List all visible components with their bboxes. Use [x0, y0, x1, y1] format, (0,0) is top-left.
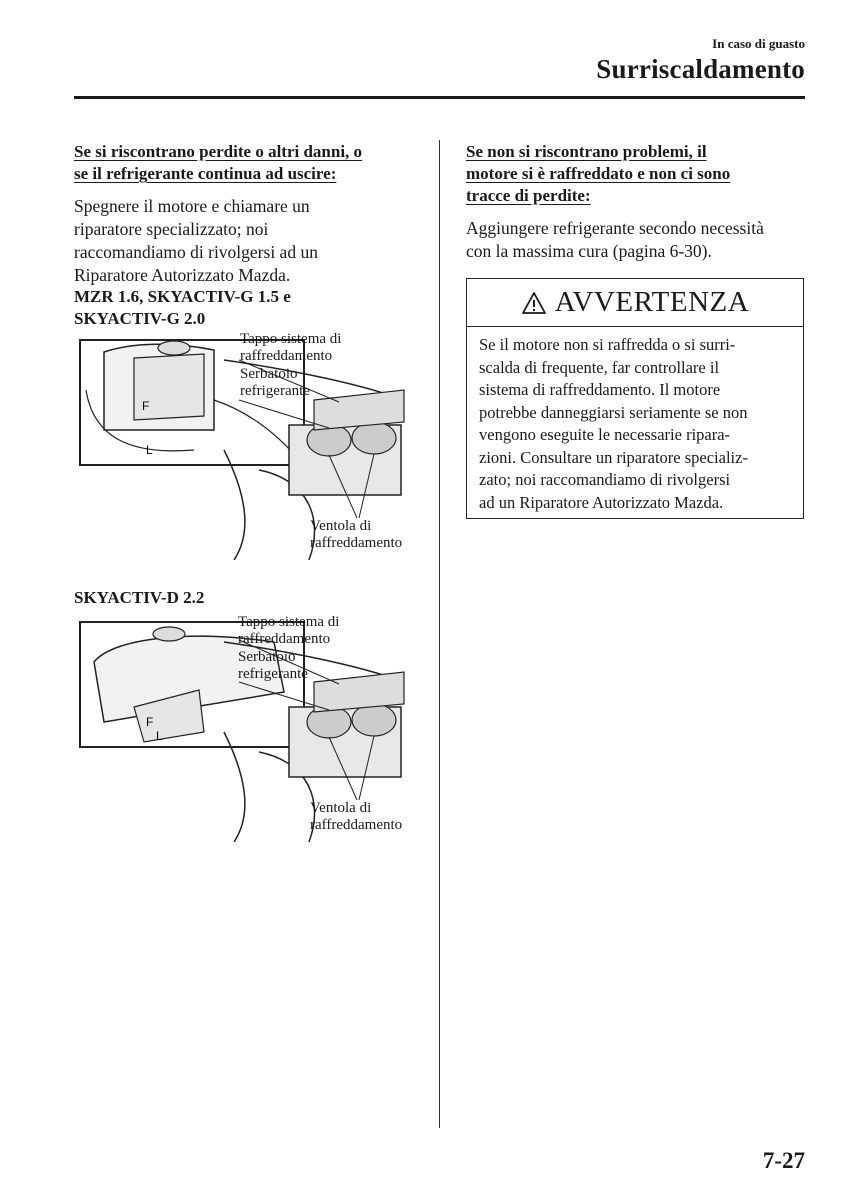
label-line: refrigerante: [240, 383, 310, 399]
warning-text: [479, 334, 795, 514]
label-line: Serbatoio: [240, 366, 298, 382]
label-line: raffreddamento: [240, 348, 333, 364]
right-heading-line: Se non si riscontrano problemi, il: [466, 142, 707, 161]
label-coolant-cap: [238, 614, 339, 648]
label-line: raffreddamento: [238, 631, 331, 647]
svg-text:L: L: [156, 729, 163, 743]
figure2-title: SKYACTIV-D 2.2: [74, 588, 205, 607]
label-line: refrigerante: [238, 666, 308, 682]
label-cooling-fan: [310, 518, 402, 552]
figure1-title-line: SKYACTIV-G 2.0: [74, 309, 206, 328]
warning-line: Se il motore non si raffredda o si surri-: [479, 335, 736, 354]
label-line: Ventola di: [310, 518, 372, 534]
label-line: Serbatoio: [238, 649, 296, 665]
left-heading-line: Se si riscontrano perdite o altri danni, o: [74, 142, 363, 161]
warning-header: [467, 279, 803, 327]
right-body-line: con la massima cura (pagina 6-30).: [466, 241, 712, 261]
label-line: Tappo sistema di: [240, 331, 342, 347]
left-body: [74, 195, 429, 287]
warning-line: zato; noi raccomandiamo di rivolgersi: [479, 470, 731, 489]
left-body-line: raccomandiamo di rivolgersi ad un: [74, 242, 318, 262]
left-heading-line: se il refrigerante continua ad uscire:: [74, 164, 337, 183]
label-line: raffreddamento: [310, 535, 403, 551]
page-number: 7-27: [762, 1148, 805, 1173]
label-coolant-cap: [240, 331, 341, 365]
left-body-line: riparatore specializzato; noi: [74, 219, 269, 239]
left-body-line: Riparatore Autorizzato Mazda.: [74, 265, 291, 285]
label-coolant-reservoir: [240, 366, 310, 400]
left-heading: [74, 141, 424, 185]
svg-text:F: F: [142, 399, 150, 413]
label-coolant-reservoir: [238, 649, 308, 683]
warning-line: sistema di raffreddamento. Il motore: [479, 380, 721, 399]
figure1-title: [74, 286, 429, 330]
figure1-title-line: MZR 1.6, SKYACTIV-G 1.5 e: [74, 287, 291, 306]
warning-line: vengono eseguite le necessarie ripara-: [479, 425, 731, 444]
warning-line: ad un Riparatore Autorizzato Mazda.: [479, 492, 724, 512]
right-heading: [466, 141, 806, 207]
warning-triangle-icon: [521, 291, 547, 315]
left-body-line: Spegnere il motore e chiamare un: [74, 196, 310, 216]
right-heading-line: tracce di perdite:: [466, 186, 591, 205]
column-divider: [439, 140, 440, 1128]
warning-line: zioni. Consultare un riparatore specializ-: [479, 447, 748, 467]
label-line: Ventola di: [310, 800, 372, 816]
svg-text:F: F: [146, 715, 154, 729]
page-title: Surriscaldamento: [596, 54, 805, 84]
title-rule: [74, 96, 805, 99]
warning-line: scalda di frequente, far controllare il: [479, 357, 720, 377]
warning-line: potrebbe danneggiarsi seriamente se non: [479, 402, 748, 422]
label-line: raffreddamento: [310, 817, 403, 833]
right-body: [466, 217, 811, 263]
label-line: Tappo sistema di: [238, 614, 340, 630]
section-label: In caso di guasto: [712, 36, 805, 51]
label-cooling-fan: [310, 800, 402, 834]
right-body-line: Aggiungere refrigerante secondo necessità: [466, 218, 764, 238]
right-heading-line: motore si è raffreddato e non ci sono: [466, 164, 731, 183]
warning-title: AVVERTENZA: [554, 286, 750, 318]
svg-text:L: L: [146, 443, 153, 457]
warning-box: [466, 278, 804, 519]
